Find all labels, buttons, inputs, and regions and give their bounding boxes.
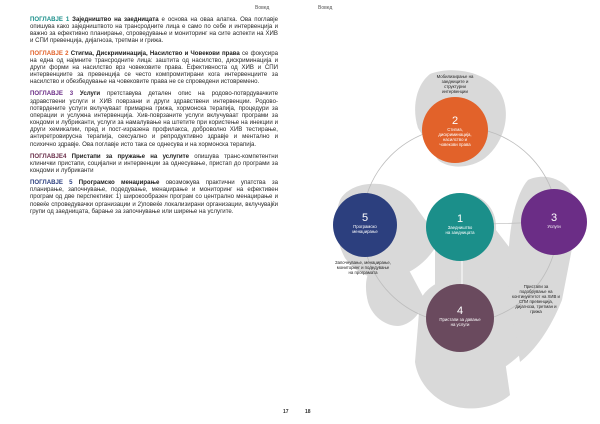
header-right-label: Вовед (318, 5, 333, 11)
node-right-number: 3 (550, 212, 558, 224)
annotation-right-line-3: континуитетот на ХИВ и (512, 294, 560, 299)
chapter-3-text: претставува детален опис на родово-потврдувачките здравствени услуги и ХИВ поврзани и други здравствени интервенции. Родово-потврдените услуги вклучуваат примарна грижа, хормонска терапија, процедури за операции и услужна интервенција. Хив-поврзаните услуги вклучуваат програми за кондоми и лубриканти, услуги за намалување на штетите при користење на инекции и други хемикалии, пред и пост-изразена профилакса, доброволно ХИВ тестирање, антиретровирусна терапија, сексуално и репродуктивно здравје и ментално и психично здравје. Ова поглавје исто така се однесува и на хормонска терапија. (30, 90, 278, 148)
node-top-line-1: Стигма, (447, 127, 463, 132)
chapter-1-paragraph (30, 16, 278, 45)
chapter-5-title: ПОГЛАВЈЕ 5 (30, 179, 73, 187)
chapter-3-paragraph (30, 90, 278, 147)
chapter-1-keyword: Заједништво на заедницата (72, 16, 159, 23)
annotation-top-line-4: интервенции (442, 89, 468, 94)
node-top-line-3: насилство и (442, 137, 468, 142)
annotation-right-line-4: СПИ превенција, (519, 299, 553, 304)
annotation-right-line-6: грижа (530, 309, 542, 314)
chapter-4-keyword: Пристапи за пружање на услугите (71, 152, 190, 160)
chapter-4-text: опишува транс-компетентни клинички пристапи, социјални и интервенции за однесување, пристап до програми за кондоми и лубриканти (30, 152, 278, 174)
chapter-5-text: овозможува практични упатства за планирање, започнување, подедување, менаџирање и мониторинг на ефективен програм од две перспективи: 1) широкообразен програм со централно менаџирање и повеќе спроведувачки организации и 2)повеќе локализирани организации, вклучувајќи групи од заедницата, барање за започнување или ширење на услугите. (30, 179, 279, 215)
chapter-2-text: се фокусира на една од најмните трансродните лица: заштита од насилство, дискриминација и други форми на насилство врз човековите права. Ефективноста од ХИВ и СПИ интервенциите за превенција се често компромитирани кога интервенциите за насилство и обезбедување на човековите права не се спроведени истовремено. (30, 49, 278, 86)
annotation-left-line-2: мониторинг и подедување (336, 265, 390, 270)
node-bottom-line-2: на услуги (450, 322, 470, 327)
chapter-3-keyword: Услуги (79, 90, 101, 98)
annotation-right-line-5: дијагноза, третман и (515, 304, 557, 309)
chapter-3-title: ПОГЛАВЈЕ 3 (30, 90, 74, 98)
left-page-number: 17 (283, 409, 289, 415)
annotation-right-line-2: подобрување на (519, 289, 553, 294)
chapter-2-paragraph (30, 50, 278, 86)
node-right-line-1: Услуги (547, 224, 561, 229)
node-center-line-1: Заедништво (447, 225, 473, 230)
node-top-line-2: дискриминација, (438, 132, 472, 137)
node-left-line-1: Програмско (353, 224, 377, 229)
node-top-line-4: човекови права (439, 142, 471, 147)
annotation-right-line-1: Пристапи за (523, 284, 549, 289)
node-top-number: 2 (451, 115, 459, 127)
header-left-label: Вовед (255, 5, 270, 11)
annotation-left-line-3: на програмата (348, 270, 378, 275)
annotation-top-line-2: заедниците и (441, 79, 469, 84)
node-bottom-line-1: Пристапи за давање (439, 317, 481, 322)
chapter-5-paragraph (30, 179, 278, 215)
chapter-4-paragraph (30, 153, 278, 174)
chapter-2-keyword: Стигма, Дискриминација, Насилство и Човекови права (70, 49, 240, 57)
chapter-1-title: ПОГЛАВЈЕ 1 (30, 16, 70, 23)
node-bottom-number: 4 (456, 305, 464, 317)
chapter-5-keyword: Програмско менаџирање (78, 179, 160, 187)
annotation-top-line-1: Мобилизирање на (436, 74, 474, 79)
annotation-top-line-3: структурни (444, 84, 466, 89)
chapter-2-title: ПОГЛАВЈЕ 2 (30, 49, 69, 57)
node-center-line-2: на заедницата (445, 230, 475, 235)
chapter-list (30, 16, 278, 220)
chapter-4-title: ПОГЛАВЈЕ4 (30, 152, 67, 160)
node-left-number: 5 (361, 212, 369, 224)
node-left-line-2: менаџирање (352, 229, 378, 234)
node-center-number: 1 (456, 213, 464, 225)
chapter-1-text: е основа на оваа алатка. Ова поглавје опишува како заједништвото на трансродните лица е само по себе и интервенција и важно за ефективно планирање, спроведување и мониторинг на сите аспекти на ХИВ и СПИ превенција, дијагноза, третман и грижа. (30, 16, 278, 45)
framework-diagram (300, 0, 600, 424)
annotation-left-line-1: Започнување, менаџирање, (335, 260, 391, 265)
right-page-number: 18 (305, 409, 311, 415)
